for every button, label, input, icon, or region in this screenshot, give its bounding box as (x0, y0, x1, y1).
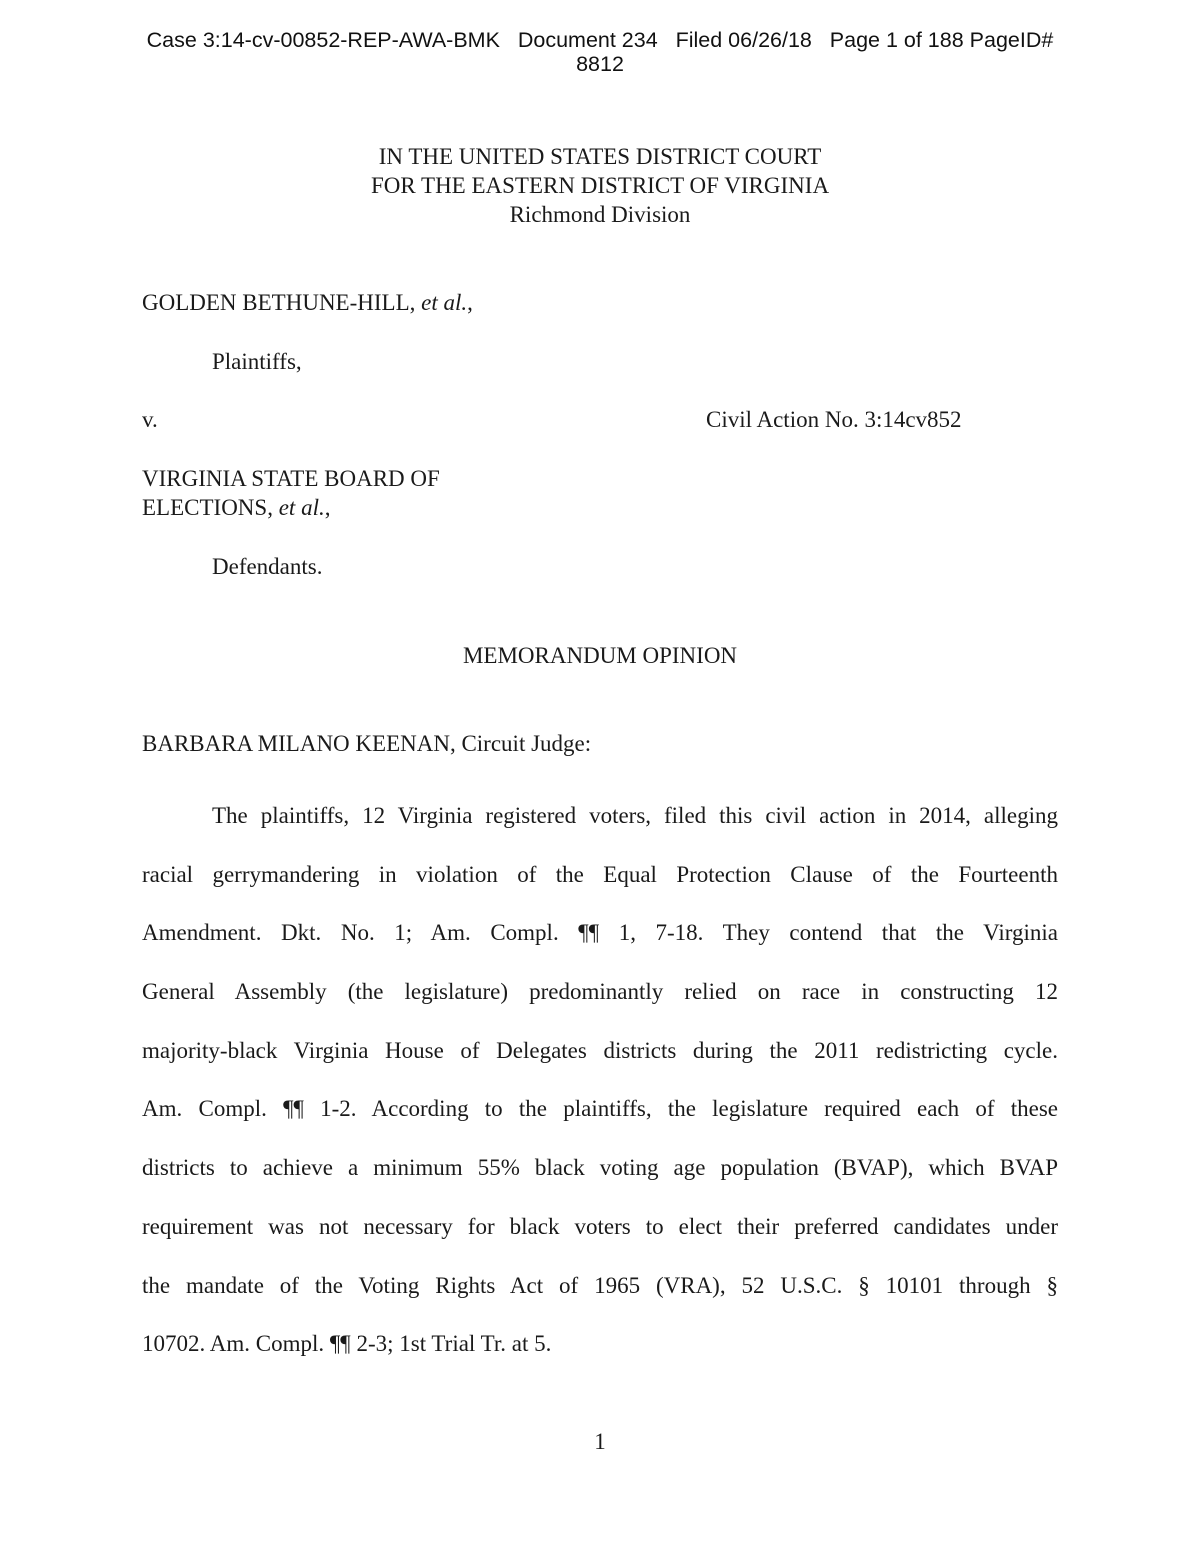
defendant-name-text: ELECTIONS, (142, 495, 279, 520)
author-line: BARBARA MILANO KEENAN, Circuit Judge: (142, 731, 592, 756)
body-line: the mandate of the Voting Rights Act of 1965 (VRA), 52 U.S.C. § 10101 through § (142, 1272, 1058, 1298)
page-number: 1 (594, 1429, 606, 1454)
court-division-line: Richmond Division (509, 202, 691, 227)
opinion-body (142, 787, 1058, 1374)
document-title: MEMORANDUM OPINION (462, 643, 738, 668)
body-line: racial gerrymandering in violation of the Equal Protection Clause of the Fourteenth (142, 861, 1058, 887)
ecf-header-line-2: 8812 (576, 52, 624, 76)
plaintiff-name (142, 288, 473, 317)
court-name-line: IN THE UNITED STATES DISTRICT COURT (378, 144, 822, 169)
body-line: General Assembly (the legislature) predominantly relied on race in constructing 12 (142, 979, 1058, 1005)
court-district-line: FOR THE EASTERN DISTRICT OF VIRGINIA (370, 173, 830, 198)
body-line: districts to achieve a minimum 55% black voting age population (BVAP), which BVAP (142, 1155, 1058, 1181)
ecf-header-line-1: Case 3:14-cv-00852-REP-AWA-BMK Document 234 Filed 06/26/18 Page 1 of 188 PageID# (146, 28, 1054, 52)
versus-label: v. (142, 407, 158, 432)
defendant-name-line-2 (142, 493, 330, 522)
defendants-label: Defendants. (212, 554, 323, 579)
body-line: majority-black Virginia House of Delegates districts during the 2011 redistricting cycle. (142, 1037, 1058, 1063)
plaintiff-name-text: GOLDEN BETHUNE-HILL, (142, 290, 422, 315)
body-line: Am. Compl. ¶¶ 1-2. According to the plaintiffs, the legislature required each of these (142, 1096, 1058, 1122)
ecf-header-stamp (0, 28, 1200, 76)
defendant-name-line-1: VIRGINIA STATE BOARD OF (142, 466, 440, 491)
body-line: 10702. Am. Compl. ¶¶ 2-3; 1st Trial Tr. at 5. (142, 1331, 552, 1357)
defendant-comma: , (324, 495, 331, 520)
plaintiff-et-al: et al. (421, 290, 468, 315)
court-heading (0, 142, 1200, 229)
body-line: The plaintiffs, 12 Virginia registered voters, filed this civil action in 2014, alleging (212, 803, 1058, 828)
plaintiffs-label: Plaintiffs, (212, 349, 302, 374)
body-line: requirement was not necessary for black voters to elect their preferred candidates under (142, 1213, 1058, 1239)
civil-action-number: Civil Action No. 3:14cv852 (706, 407, 962, 432)
defendant-et-al: et al. (278, 495, 325, 520)
plaintiff-comma: , (467, 290, 473, 315)
body-line: Amendment. Dkt. No. 1; Am. Compl. ¶¶ 1, 7-18. They contend that the Virginia (142, 920, 1058, 946)
